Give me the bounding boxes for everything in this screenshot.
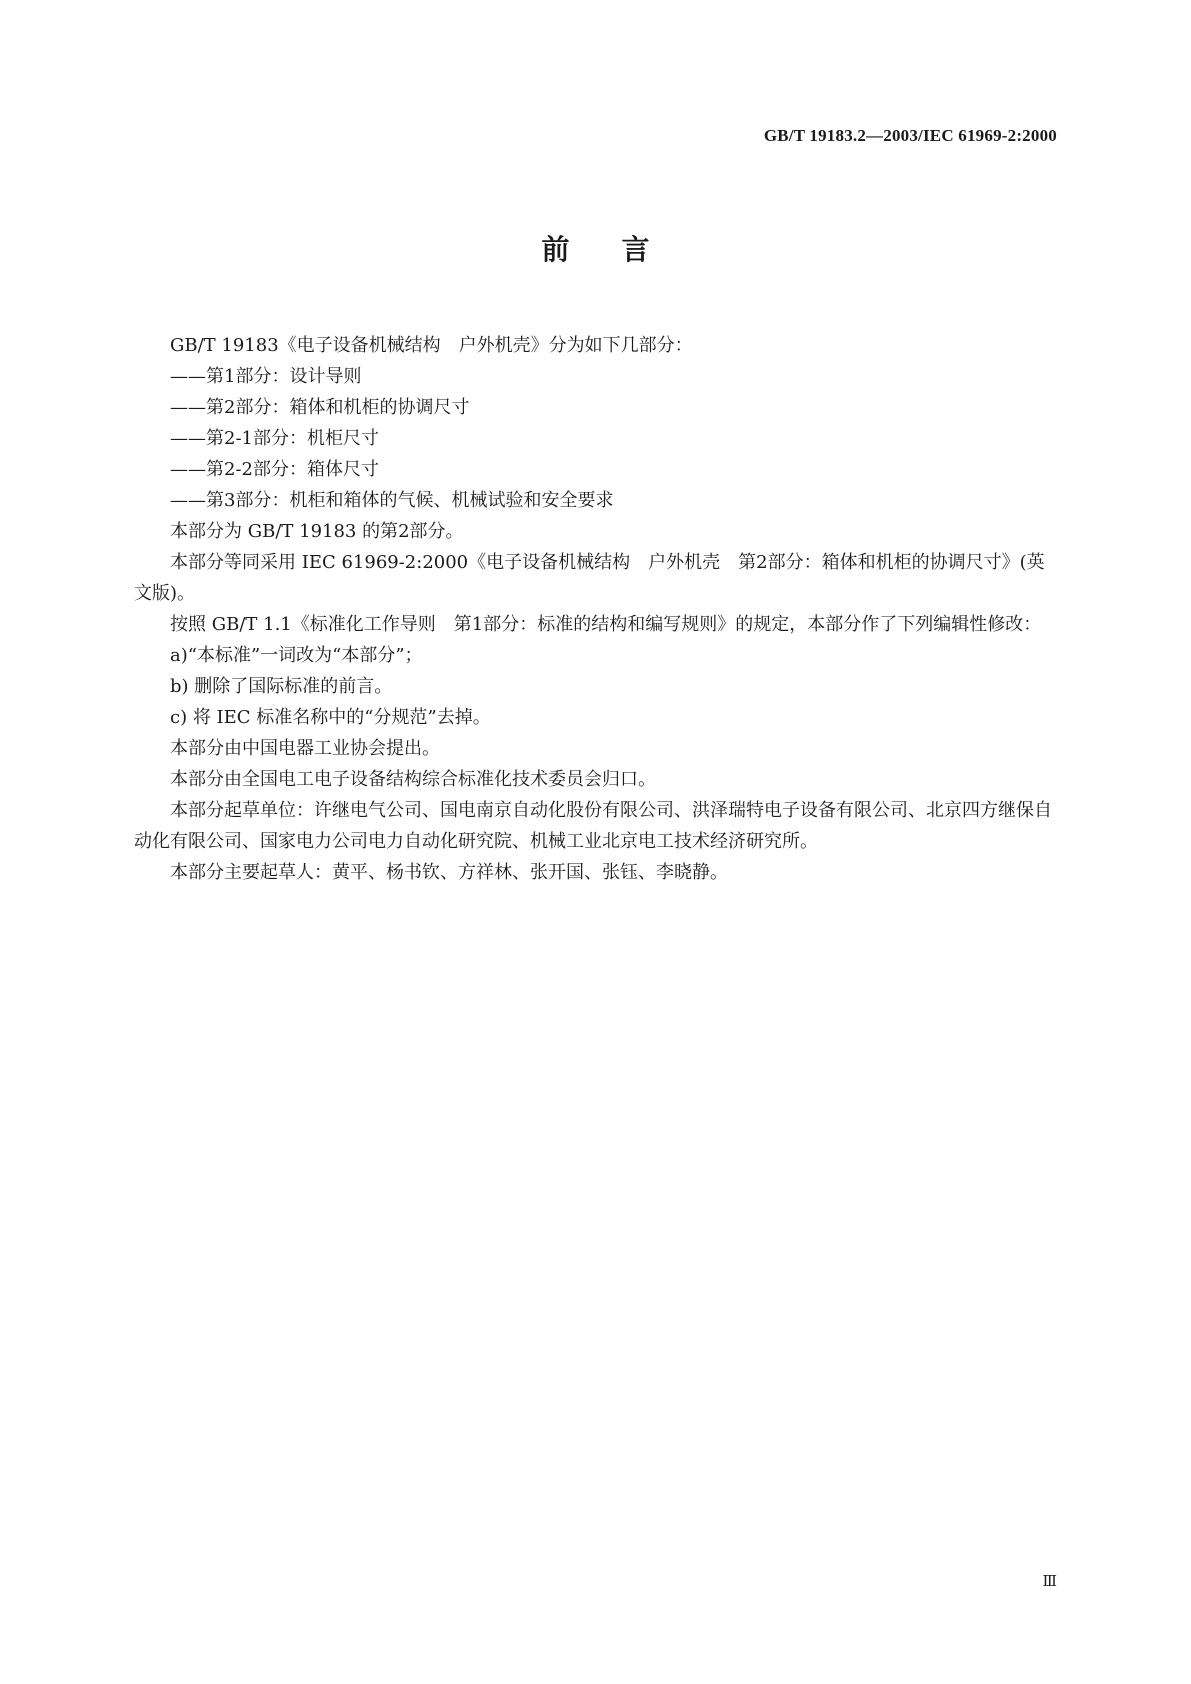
- edit-item: a)“本标准”一词改为“本部分”；: [170, 645, 423, 666]
- foreword-body: [134, 330, 1059, 888]
- part-list-item: ——第2-2部分：箱体尺寸: [170, 459, 379, 480]
- title-char-1: 前: [541, 233, 570, 266]
- part-list-item: ——第3部分：机柜和箱体的气候、机械试验和安全要求: [170, 490, 614, 511]
- drafting-units: 本部分起草单位：许继电气公司、国电南京自动化股份有限公司、洪泽瑞特电子设备有限公司、北京四方继保自动化有限公司、国家电力公司电力自动化研究院、机械工业北京电工技术经济研究所。: [134, 800, 1052, 852]
- foreword-title: [0, 228, 1191, 268]
- edit-statement: 按照 GB/T 1.1《标准化工作导则 第1部分：标准的结构和编写规则》的规定，本部分作了下列编辑性修改：: [170, 614, 1042, 635]
- drafters: 本部分主要起草人：黄平、杨书钦、方祥林、张开国、张钰、李晓静。: [170, 862, 728, 883]
- adoption-statement: 本部分等同采用 IEC 61969-2:2000《电子设备机械结构 户外机壳 第2部分：箱体和机柜的协调尺寸》(英文版)。: [134, 552, 1045, 604]
- edit-item: b) 删除了国际标准的前言。: [170, 676, 393, 697]
- title-char-2: 言: [621, 233, 650, 266]
- page-number: Ⅲ: [1042, 1572, 1057, 1590]
- committee-statement: 本部分由全国电工电子设备结构综合标准化技术委员会归口。: [170, 769, 656, 790]
- part-statement: 本部分为 GB/T 19183 的第2部分。: [170, 521, 464, 542]
- part-list-item: ——第1部分：设计导则: [170, 366, 362, 387]
- edit-item: c) 将 IEC 标准名称中的“分规范”去掉。: [170, 707, 491, 728]
- part-list-item: ——第2-1部分：机柜尺寸: [170, 428, 379, 449]
- standard-code-header: GB/T 19183.2—2003/IEC 61969-2:2000: [763, 126, 1057, 145]
- part-list-item: ——第2部分：箱体和机柜的协调尺寸: [170, 397, 470, 418]
- intro-paragraph: GB/T 19183《电子设备机械结构 户外机壳》分为如下几部分：: [170, 335, 693, 356]
- proposer-statement: 本部分由中国电器工业协会提出。: [170, 738, 440, 759]
